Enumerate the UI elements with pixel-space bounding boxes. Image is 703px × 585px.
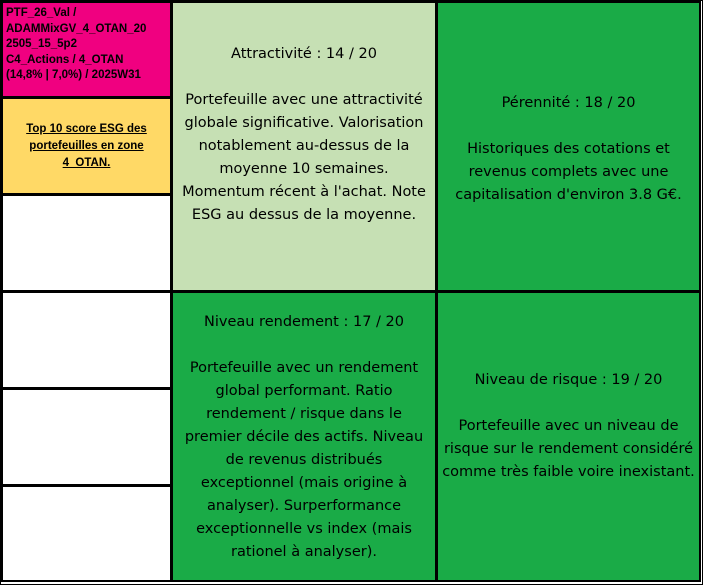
perennite-text: Historiques des cotations et revenus complets avec une capitalisation d'environ 3.8 G€. (455, 141, 682, 203)
portfolio-identity-cell (1, 1, 172, 98)
identity-line-5: (14,8% | 7,0%) / 2025W31 (6, 69, 141, 81)
rendement-text: Portefeuille avec un rendement global performant. Ratio rendement / risque dans le premier décile des actifs. Niveau de revenus distribués exceptionnel (mais origine à analyser). Surperformance exceptionnelle vs index (mais rationel à analyser). (184, 360, 424, 560)
identity-line-3: 2505_15_5p2 (6, 38, 77, 50)
identity-line-4: C4_Actions / 4_OTAN (6, 53, 124, 66)
identity-line-2: ADAMMixGV_4_OTAN_20 (6, 22, 147, 35)
empty-cell (1, 388, 172, 486)
risque-text: Portefeuille avec un niveau de risque sur le rendement considéré comme très faible voire inexistant. (442, 418, 695, 480)
empty-cell (1, 291, 172, 389)
perennite-cell (436, 1, 701, 292)
rendement-cell (171, 291, 437, 582)
rendement-title: Niveau rendement : 17 / 20 (204, 314, 404, 330)
empty-cell (1, 485, 172, 582)
attractivite-title: Attractivité : 14 / 20 (231, 46, 377, 62)
perennite-title: Pérennité : 18 / 20 (501, 95, 636, 111)
attractivite-cell (171, 1, 437, 292)
risque-cell (436, 291, 701, 582)
top10-esg-link[interactable]: Top 10 score ESG des portefeuilles en zone 4_OTAN. (26, 122, 147, 169)
risque-title: Niveau de risque : 19 / 20 (474, 372, 663, 388)
identity-line-1: PTF_26_Val / (6, 7, 77, 19)
top10-esg-link-cell[interactable] (1, 97, 172, 195)
empty-cell (1, 194, 172, 292)
attractivite-text: Portefeuille avec une attractivité globale significative. Valorisation notablement au-dessus de la moyenne 10 semaines. Momentum récent à l'achat. Note ESG au dessus de la moyenne. (182, 92, 426, 223)
